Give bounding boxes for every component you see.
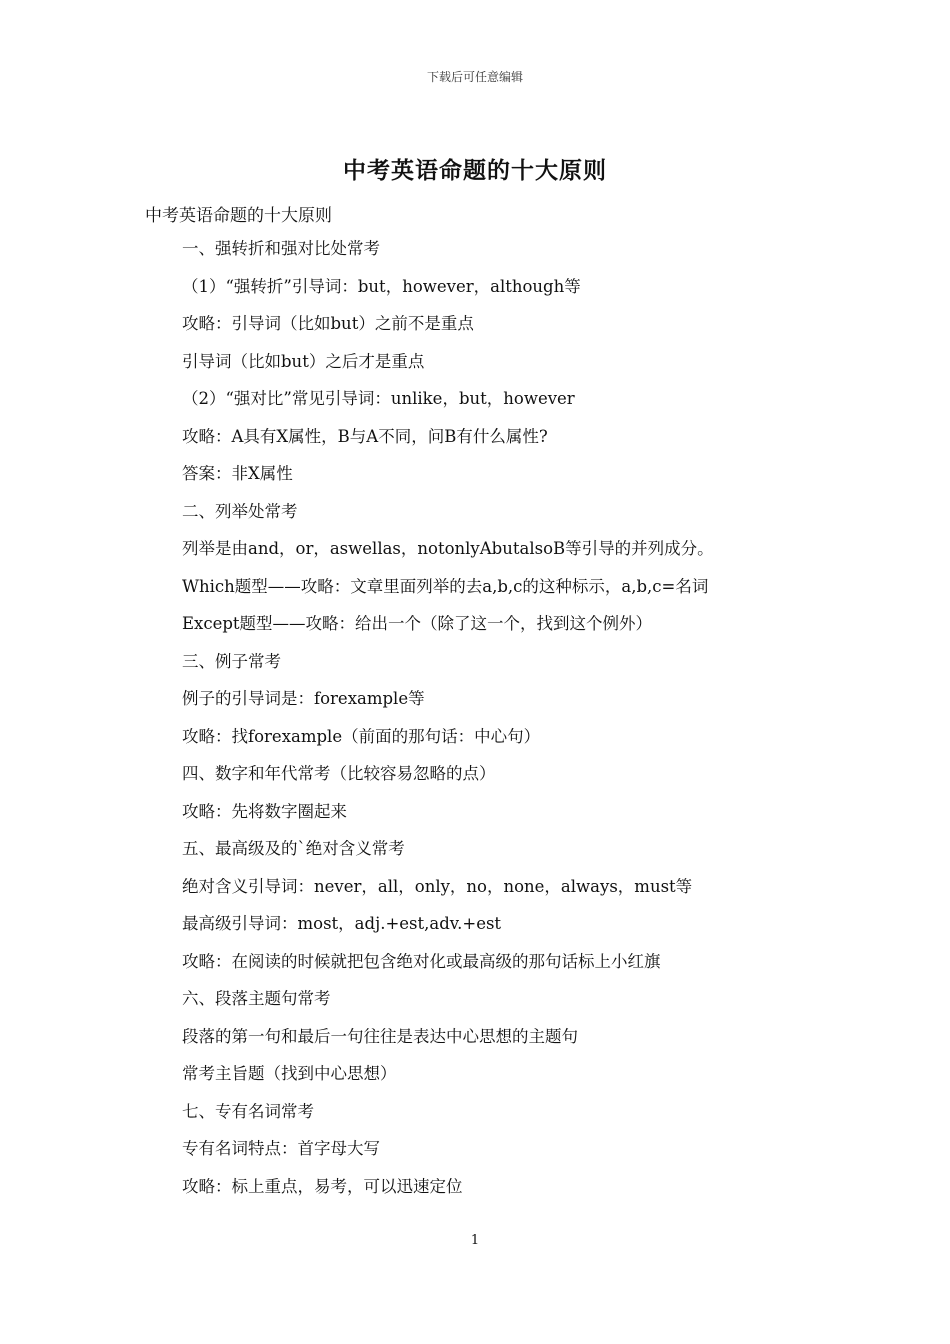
paragraph-line: 攻略：找forexample（前面的那句话：中心句） [182,726,541,746]
section-heading-4: 四、数字和年代常考（比较容易忽略的点） [182,764,496,783]
paragraph-line: （1）“强转折”引导词：but，however，although等 [182,276,581,296]
section-heading-2: 二、列举处常考 [182,501,298,521]
section-heading-6: 六、段落主题句常考 [182,989,331,1008]
paragraph-line: 引导词（比如but）之后才是重点 [182,351,425,371]
document-body [182,235,822,1210]
paragraph-line: 最高级引导词：most，adj.+est,adv.+est [182,914,502,933]
document-title: 中考英语命题的十大原则 [343,157,607,184]
page-number: 1 [470,1233,480,1248]
paragraph-line: 攻略：A具有X属性，B与A不同，问B有什么属性? [182,426,548,446]
paragraph-line: 专有名词特点：首字母大写 [182,1139,380,1158]
section-heading-5: 五、最高级及的`绝对含义常考 [182,839,405,858]
paragraph-line: 攻略：在阅读的时候就把包含绝对化或最高级的那句话标上小红旗 [182,951,661,971]
paragraph-line: 攻略：标上重点，易考，可以迅速定位 [182,1176,463,1196]
section-heading-7: 七、专有名词常考 [182,1101,314,1121]
paragraph-line: Which题型——攻略：文章里面列举的去a,b,c的这种标示，a,b,c=名词 [182,576,709,596]
paragraph-line: 答案：非X属性 [182,464,293,483]
paragraph-line: 段落的第一句和最后一句往往是表达中心思想的主题句 [182,1026,578,1046]
paragraph-line: （2）“强对比”常见引导词：unlike，but，however [182,389,575,408]
page-header: 下载后可任意编辑 [426,70,523,84]
paragraph-line: 常考主旨题（找到中心思想） [182,1064,397,1083]
section-heading-3: 三、例子常考 [182,651,281,671]
section-heading-1: 一、强转折和强对比处常考 [182,239,380,258]
paragraph-line: 例子的引导词是：forexample等 [182,689,425,708]
paragraph-line: 绝对含义引导词：never，all，only，no，none，always，must等 [182,876,693,896]
paragraph-line: 列举是由and，or，aswellas，notonlyAbutalsoB等引导的并列成分。 [182,539,714,558]
paragraph-line: 攻略：引导词（比如but）之前不是重点 [182,314,474,333]
paragraph-line: 攻略：先将数字圈起来 [182,801,347,821]
paragraph-line: Except题型——攻略：给出一个（除了这一个，找到这个例外） [182,614,653,633]
document-subtitle: 中考英语命题的十大原则 [145,206,332,226]
